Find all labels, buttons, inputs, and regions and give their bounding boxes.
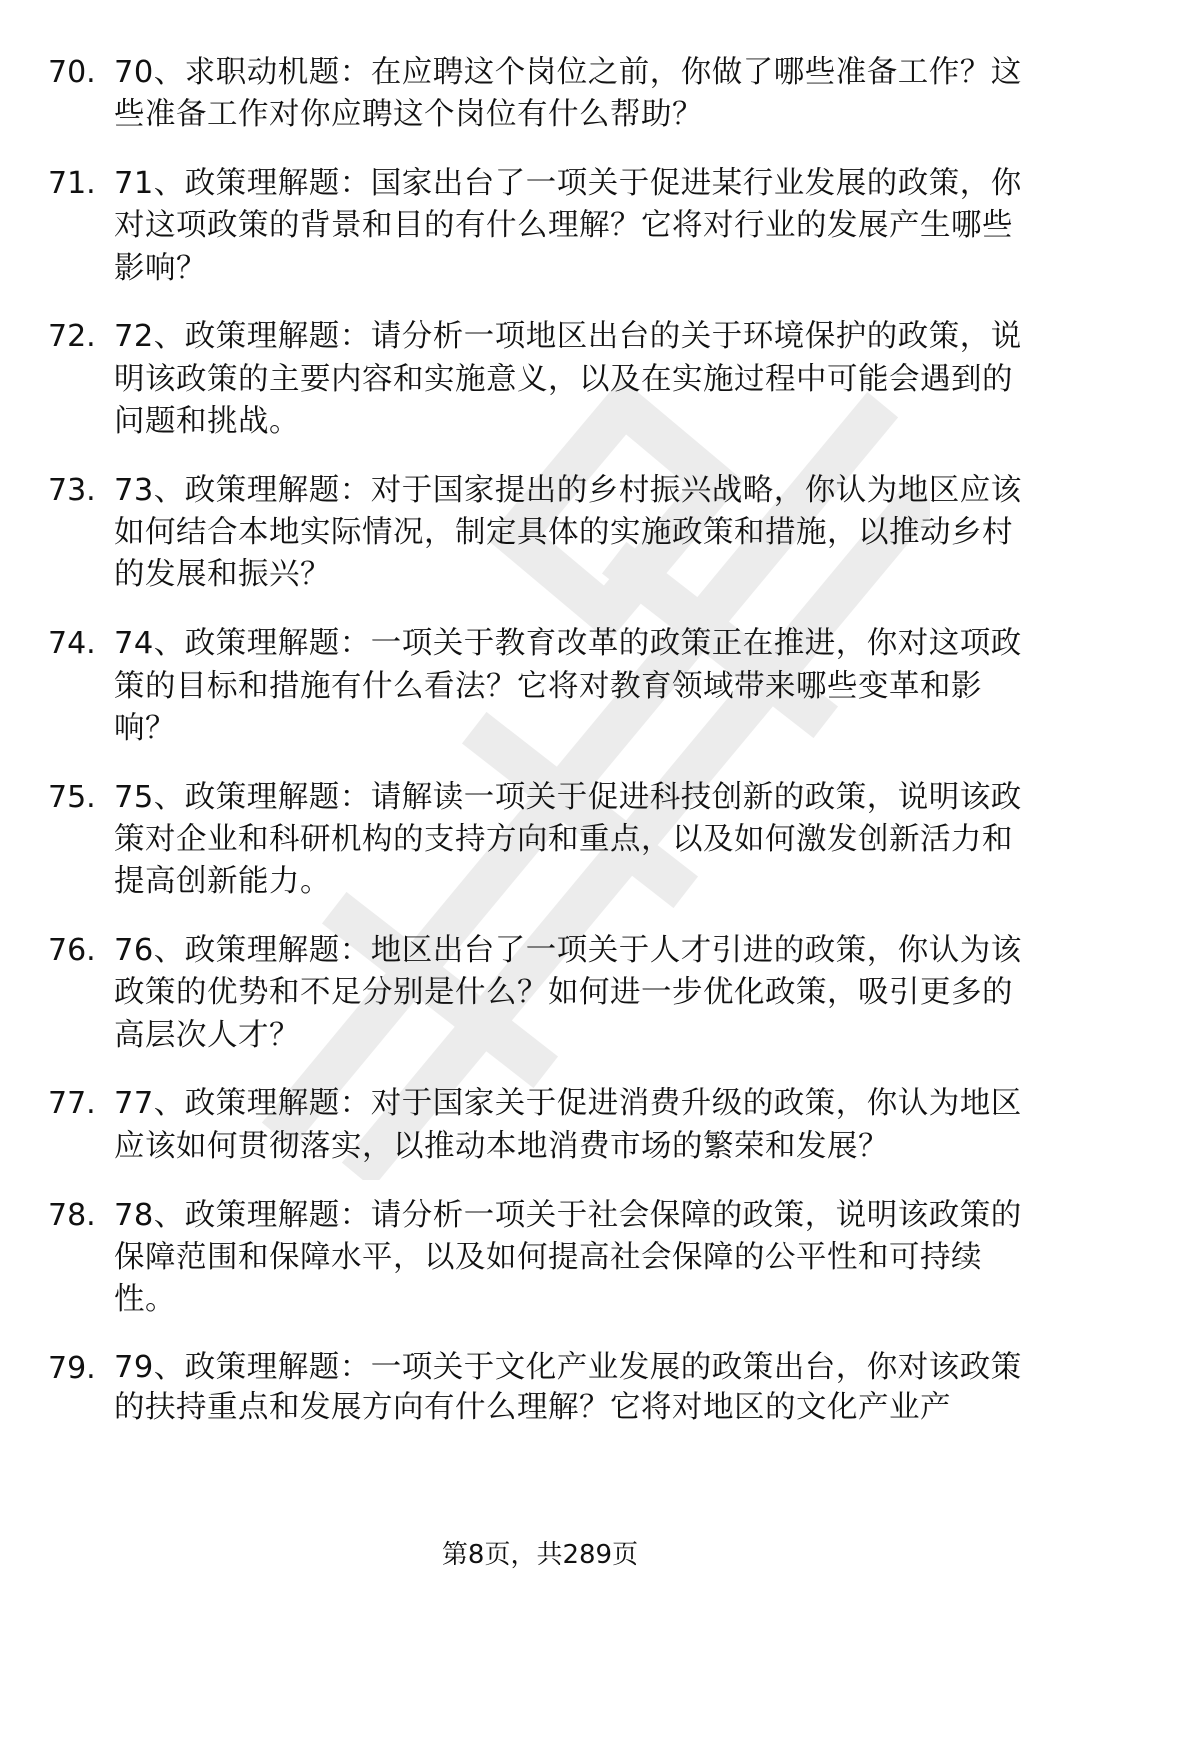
question-text: 76、政策理解题：地区出台了一项关于人才引进的政策，你认为该政策的优势和不足分别是什么？如何进一步优化政策，吸引更多的高层次人才？ [114,933,1022,1053]
question-list [48,52,1038,1454]
question-text: 72、政策理解题：请分析一项地区出台的关于环境保护的政策，说明该政策的主要内容和实施意义，以及在实施过程中可能会遇到的问题和挑战。 [114,319,1022,440]
list-item [48,470,1038,597]
page-number-label: 第8页，共289页 [441,1540,639,1570]
list-item [48,316,1038,443]
list-number: 74. [48,626,96,662]
question-text: 70、求职动机题：在应聘这个岗位之前，你做了哪些准备工作？这些准备工作对你应聘这个岗位有什么帮助？ [114,55,1022,133]
list-number: 73. [48,472,96,508]
list-item [48,930,1038,1057]
question-text: 75、政策理解题：请解读一项关于促进科技创新的政策，说明该政策对企业和科研机构的支持方向和重点，以及如何激发创新活力和提高创新能力。 [114,779,1022,900]
question-text: 79、政策理解题：一项关于文化产业发展的政策出台，你对该政策的扶持重点和发展方向有什么理解？它将对地区的文化产业产 [114,1349,1022,1425]
list-number: 76. [48,933,96,969]
list-item [48,623,1038,750]
page-footer [0,1538,1080,1572]
question-text: 74、政策理解题：一项关于教育改革的政策正在推进，你对这项政策的目标和措施有什么看法？它将对教育领域带来哪些变革和影响？ [114,626,1022,746]
list-item [48,1083,1038,1168]
list-item [48,52,1038,137]
list-number: 78. [48,1197,96,1233]
list-number: 77. [48,1086,96,1122]
list-item [48,777,1038,904]
list-number: 79. [48,1350,96,1386]
list-number: 75. [48,779,96,815]
question-text: 73、政策理解题：对于国家提出的乡村振兴战略，你认为地区应该如何结合本地实际情况，制定具体的实施政策和措施，以推动乡村的发展和振兴？ [114,472,1022,593]
list-item [48,1348,1038,1428]
list-number: 72. [48,319,96,355]
question-text: 77、政策理解题：对于国家关于促进消费升级的政策，你认为地区应该如何贯彻落实，以推动本地消费市场的繁荣和发展？ [114,1086,1022,1164]
list-item [48,1195,1038,1322]
question-text: 71、政策理解题：国家出台了一项关于促进某行业发展的政策，你对这项政策的背景和目的有什么理解？它将对行业的发展产生哪些影响？ [114,166,1022,286]
list-number: 71. [48,166,96,202]
list-number: 70. [48,55,96,90]
list-item [48,163,1038,290]
question-text: 78、政策理解题：请分析一项关于社会保障的政策，说明该政策的保障范围和保障水平，以及如何提高社会保障的公平性和可持续性。 [114,1197,1022,1318]
